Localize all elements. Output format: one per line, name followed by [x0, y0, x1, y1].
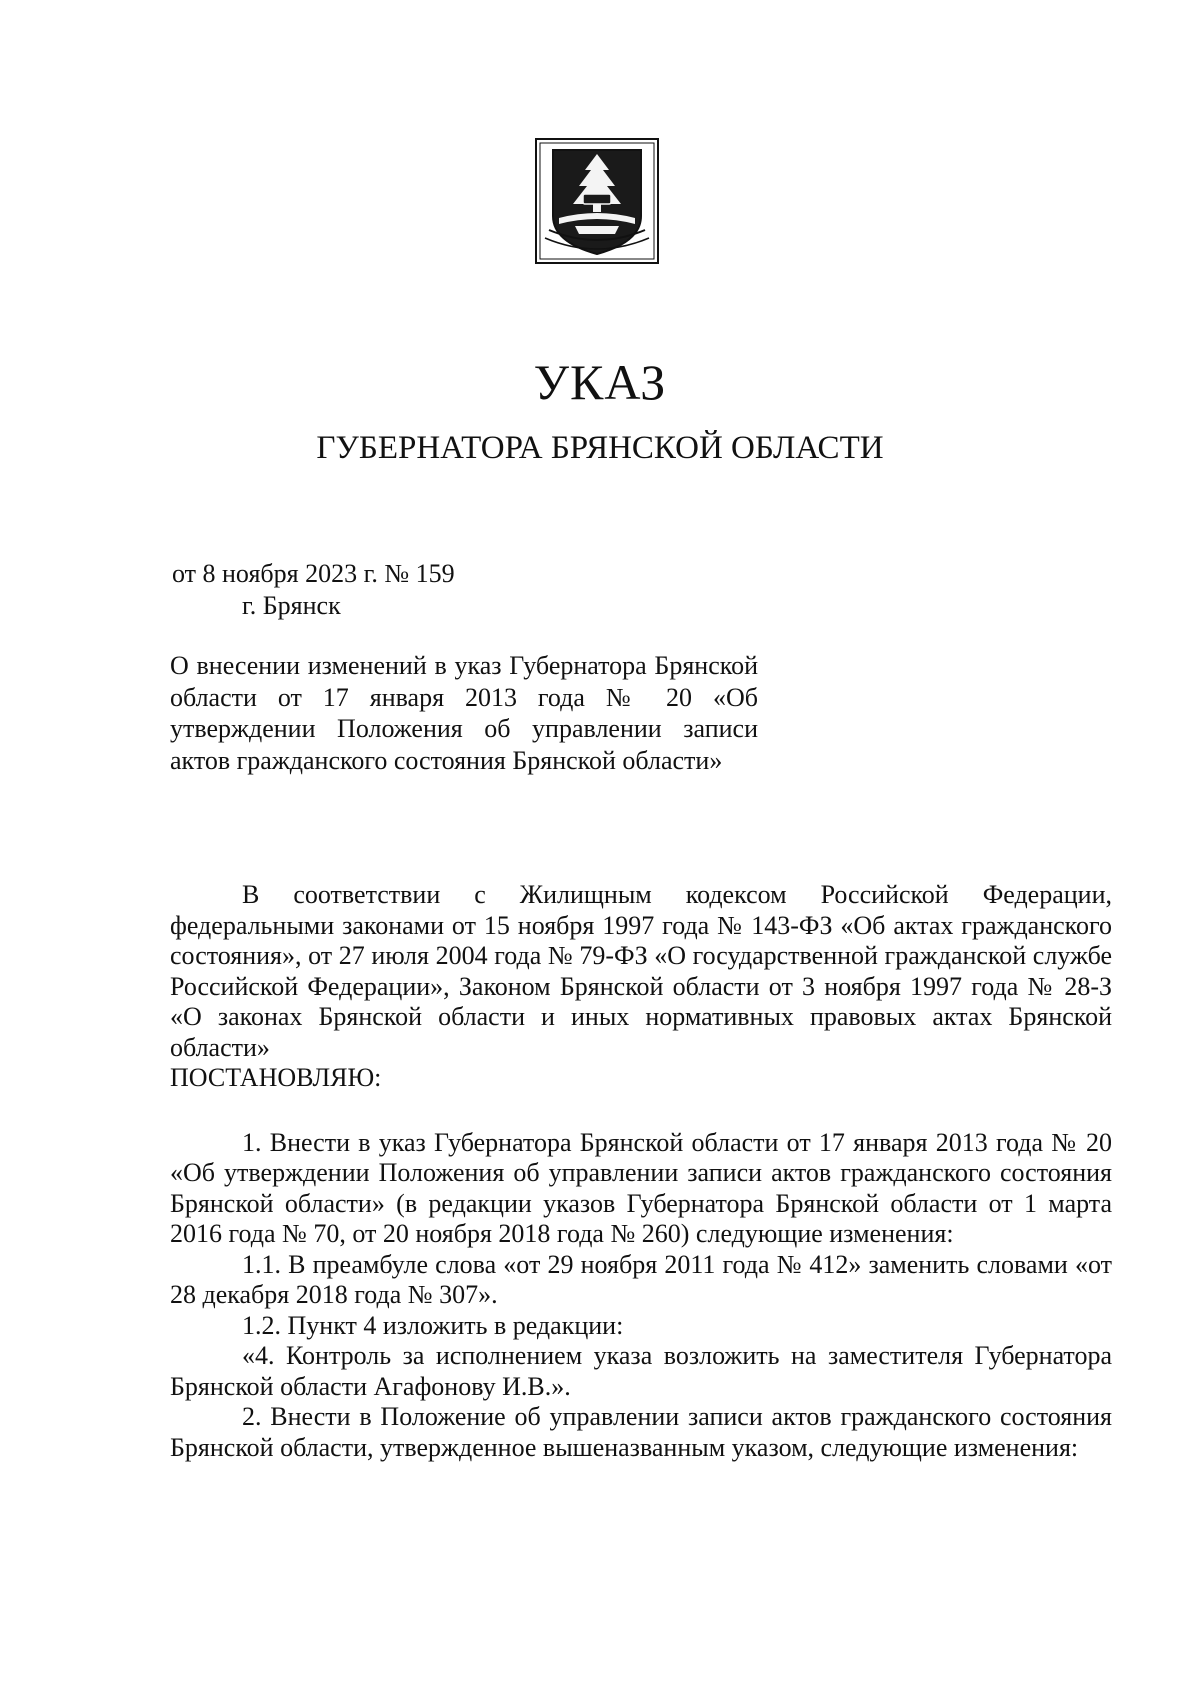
clause-1-2: 1.2. Пункт 4 изложить в редакции: [242, 1310, 624, 1340]
clause-1: 1. Внести в указ Губернатора Брянской области от 17 января 2013 года № 20 «Об утверждении Положения об управлении записи актов гражданского состояния Брянской области» (в редакции указов Губернатора Брянской области от 1 марта 2016 года № 70, от 20 ноября 2018 года № 260) следующие изменения: [170, 1127, 1112, 1248]
clause-1-1: 1.1. В преамбуле слова «от 29 ноября 2011 года № 412» заменить словами «от 28 декабря 2018 года № 307». [170, 1249, 1112, 1309]
document-subject: О внесении изменений в указ Губернатора Брянской области от 17 января 2013 года № 20 «Об утверждении Положения об управлении записи актов гражданского состояния Брянской области» [170, 651, 758, 775]
clause-2: 2. Внести в Положение об управлении записи актов гражданского состояния Брянской области, утвержденное вышеназванным указом, следующие изменения: [170, 1402, 1112, 1462]
clause-1-2-text: «4. Контроль за исполнением указа возложить на заместителя Губернатора Брянской области Агафонову И.В.». [170, 1341, 1112, 1401]
document-date-number: от 8 ноября 2023 г. № 159 [172, 559, 455, 588]
document-body [170, 880, 1112, 1463]
document-title: УКАЗ [533, 354, 667, 410]
preamble-paragraph: В соответствии с Жилищным кодексом Российской Федерации, федеральными законами от 15 ноября 1997 года № 143-ФЗ «Об актах гражданского состояния», от 27 июля 2004 года № 79-ФЗ «О государственной гражданской службе Российской Федерации», Законом Брянской области от 3 ноября 1997 года № 28-З «О законах Брянской области и иных нормативных правовых актах Брянской области» [170, 880, 1112, 1062]
document-city: г. Брянск [242, 591, 341, 620]
coat-of-arms-icon [535, 138, 659, 264]
document-subtitle: ГУБЕРНАТОРА БРЯНСКОЙ ОБЛАСТИ [316, 430, 884, 466]
decree-word: ПОСТАНОВЛЯЮ: [170, 1063, 382, 1092]
